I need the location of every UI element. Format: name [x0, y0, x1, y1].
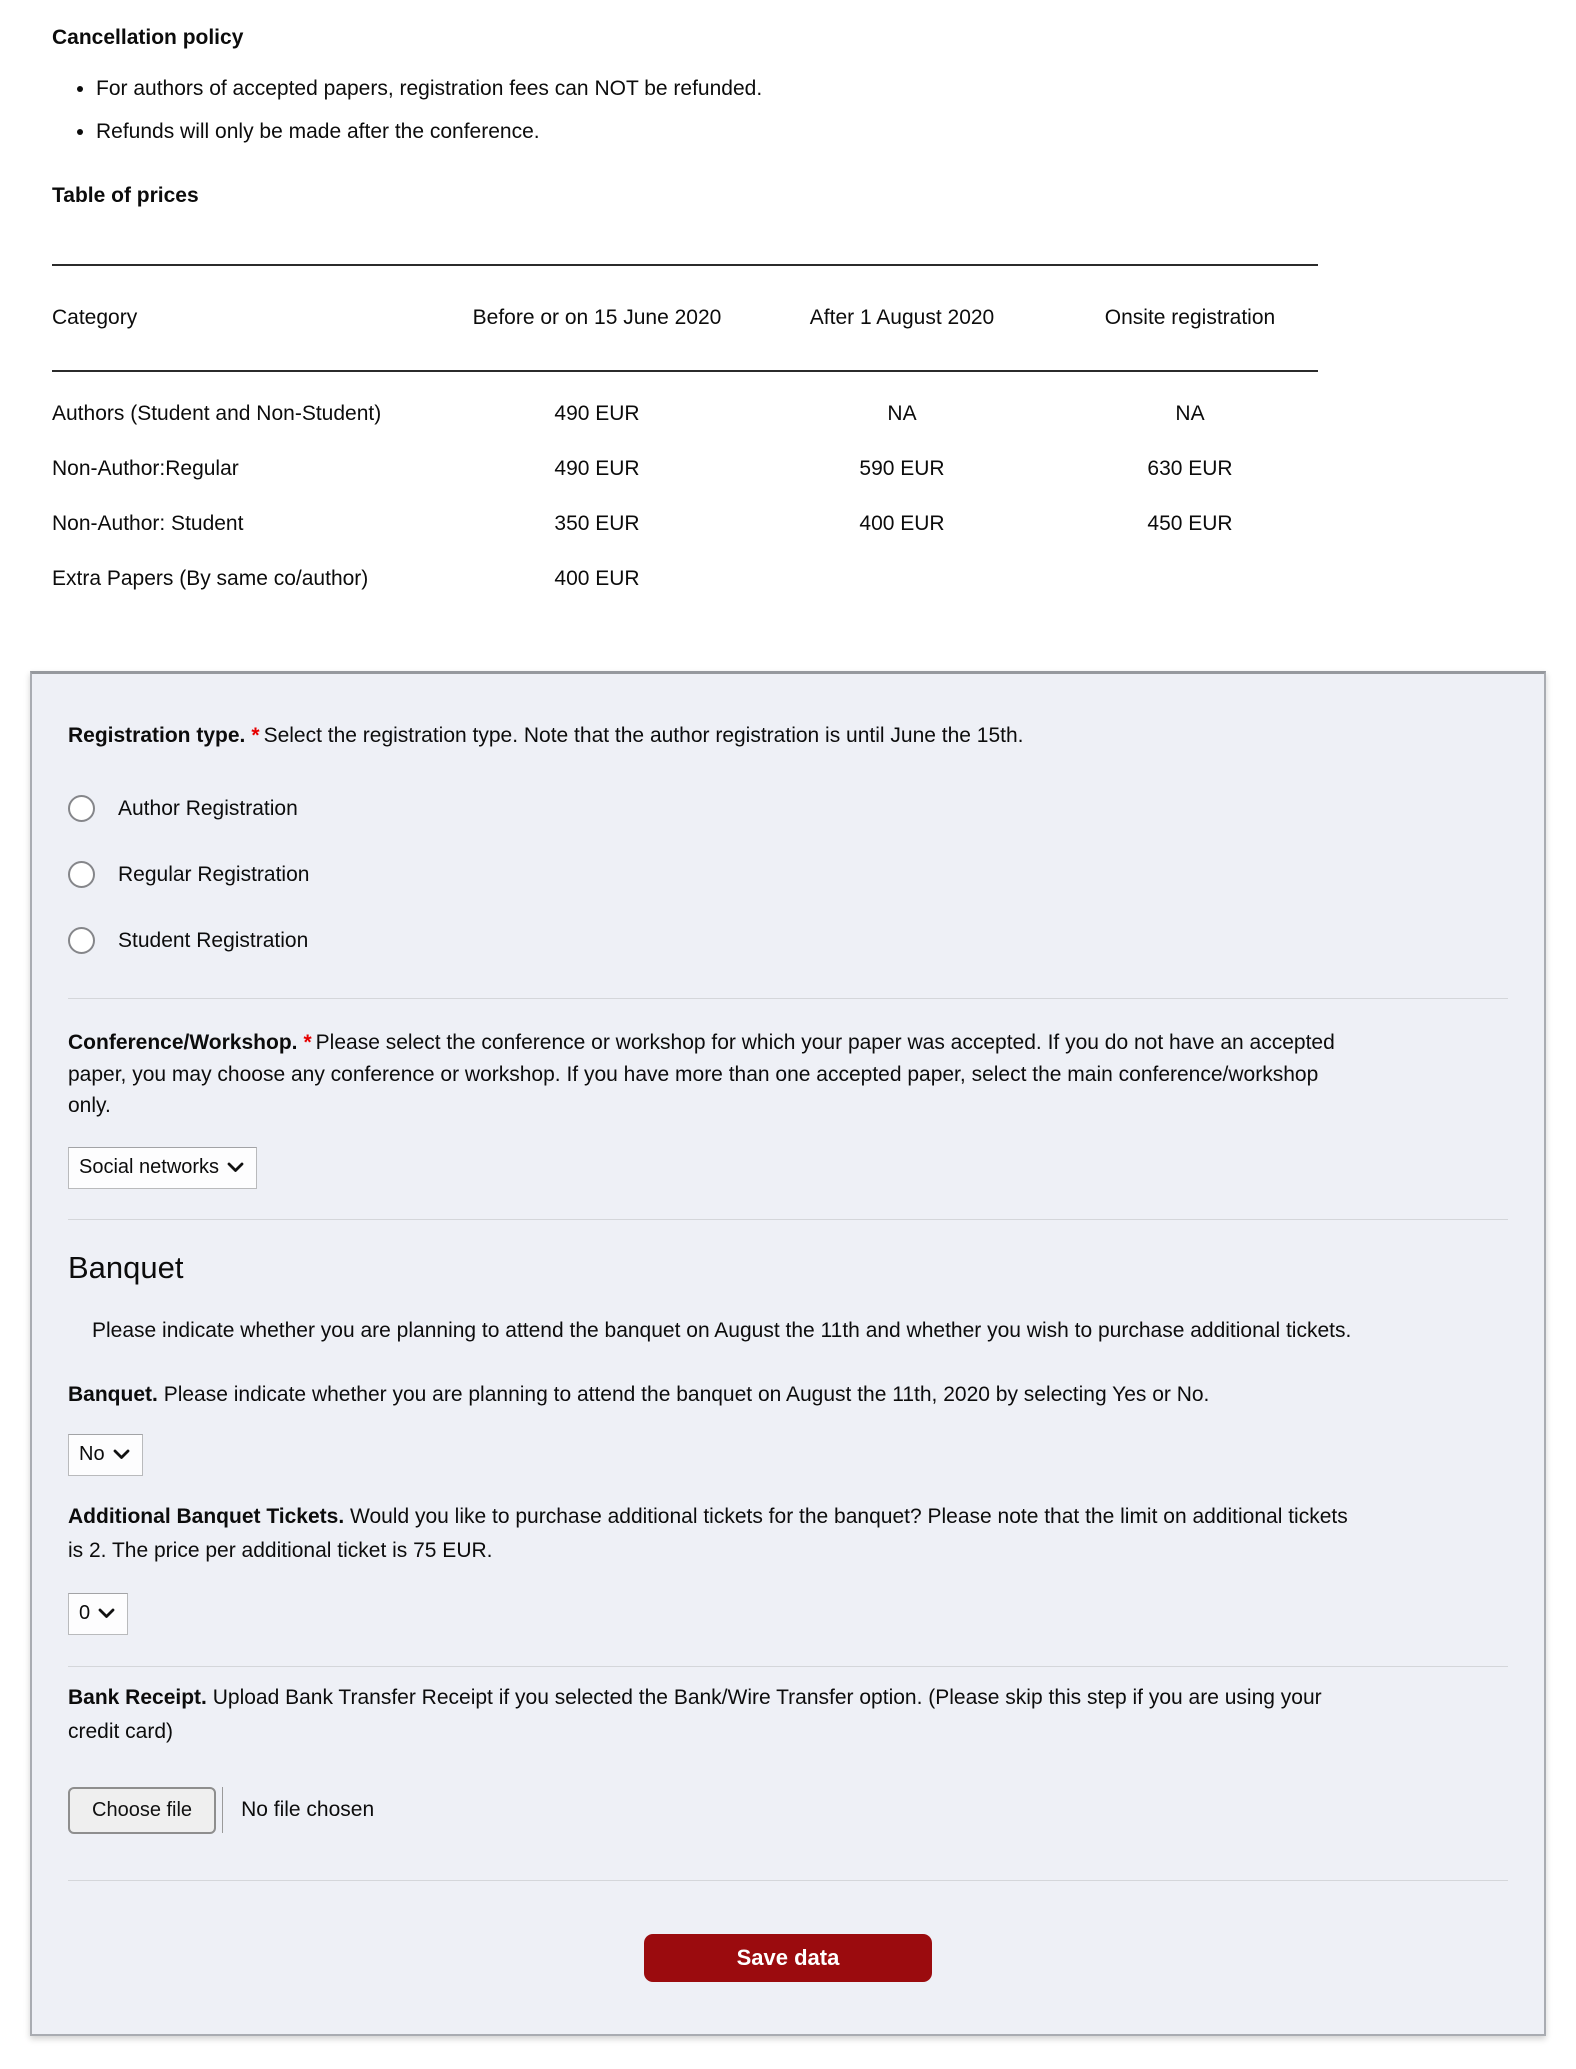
price-cell: 490 EUR [554, 401, 640, 425]
prices-header-row [52, 265, 1318, 371]
table-of-prices-heading: Table of prices [52, 183, 199, 207]
price-cell: 450 EUR [1147, 511, 1233, 535]
price-cell: 400 EUR [554, 566, 640, 590]
registration-type-label [68, 720, 1358, 752]
additional-tickets-select[interactable] [68, 1593, 128, 1635]
price-cell: NA [1175, 401, 1205, 425]
additional-tickets-select-value: 0 [79, 1602, 91, 1625]
additional-tickets-description: Would you like to purchase additional tickets for the banquet? Please note that the limit on additional tickets is 2. The price per additional ticket is 75 EUR. [68, 1504, 1348, 1562]
radio-regular-registration[interactable] [68, 861, 95, 888]
radio-row-regular [68, 861, 1508, 888]
registration-form-panel [30, 671, 1546, 2036]
column-header-after: After 1 August 2020 [742, 265, 1062, 371]
additional-tickets-label [68, 1500, 1358, 1568]
save-data-button[interactable]: Save data [644, 1934, 932, 1982]
policy-and-prices-section [0, 0, 1576, 607]
radio-label-author: Author Registration [118, 796, 298, 820]
banquet-attend-label-bold: Banquet. [68, 1382, 158, 1406]
radio-student-registration[interactable] [68, 927, 95, 954]
section-divider [68, 1219, 1508, 1220]
table-row [52, 497, 1318, 552]
radio-label-student: Student Registration [118, 928, 309, 952]
category-cell: Extra Papers (By same co/author) [52, 566, 369, 590]
price-cell: NA [887, 401, 917, 425]
cancellation-policy-list [52, 74, 1524, 148]
section-divider [68, 1880, 1508, 1881]
banquet-attend-select[interactable] [68, 1434, 143, 1476]
column-header-category: Category [52, 265, 452, 371]
price-cell: 400 EUR [859, 511, 945, 535]
required-asterisk: * [251, 723, 260, 747]
chevron-down-icon [113, 1449, 130, 1460]
column-header-onsite: Onsite registration [1062, 265, 1318, 371]
radio-label-regular: Regular Registration [118, 862, 310, 886]
category-cell: Non-Author: Student [52, 511, 244, 535]
file-upload-control [68, 1787, 1508, 1834]
price-cell: 630 EUR [1147, 456, 1233, 480]
additional-tickets-label-bold: Additional Banquet Tickets. [68, 1504, 345, 1528]
radio-row-author [68, 795, 1508, 822]
bank-receipt-label [68, 1681, 1358, 1749]
banquet-attend-select-value: No [79, 1443, 105, 1466]
chevron-down-icon [227, 1162, 244, 1173]
cancellation-policy-heading: Cancellation policy [52, 26, 244, 49]
price-cell [742, 552, 1062, 607]
banquet-intro: Please indicate whether you are planning to attend the banquet on August the 11th and whether you wish to purchase additional tickets. [92, 1318, 1352, 1342]
radio-author-registration[interactable] [68, 795, 95, 822]
conference-description: Please select the conference or workshop for which your paper was accepted. If you do not have an accepted paper, you may choose any conference or workshop. If you have more than one accepted paper, select the main conference/workshop only. [68, 1031, 1335, 1118]
required-asterisk: * [303, 1031, 312, 1055]
banquet-attend-label [68, 1378, 1358, 1412]
category-cell: Non-Author:Regular [52, 456, 239, 480]
column-header-before: Before or on 15 June 2020 [452, 265, 742, 371]
file-input-separator [222, 1787, 223, 1833]
section-divider [68, 1666, 1508, 1667]
banquet-attend-description: Please indicate whether you are planning to attend the banquet on August the 11th, 2020 by selecting Yes or No. [163, 1382, 1210, 1406]
registration-type-label-bold: Registration type. [68, 723, 246, 747]
price-cell: 350 EUR [554, 511, 640, 535]
price-cell: 490 EUR [554, 456, 640, 480]
conference-label [68, 1027, 1358, 1122]
policy-bullet: • Refunds will only be made after the conference. [96, 117, 1524, 147]
conference-label-bold: Conference/Workshop. [68, 1031, 298, 1055]
price-cell: 590 EUR [859, 456, 945, 480]
bank-receipt-label-bold: Bank Receipt. [68, 1685, 207, 1709]
prices-table [52, 264, 1318, 607]
radio-row-student [68, 927, 1508, 954]
choose-file-button[interactable]: Choose file [68, 1787, 216, 1834]
table-row [52, 552, 1318, 607]
section-divider [68, 998, 1508, 999]
conference-select-value: Social networks [79, 1156, 220, 1179]
category-cell: Authors (Student and Non-Student) [52, 401, 382, 425]
table-row [52, 371, 1318, 442]
registration-type-description: Select the registration type. Note that the author registration is until June the 15th. [263, 723, 1024, 747]
conference-select[interactable] [68, 1147, 257, 1189]
banquet-heading: Banquet [68, 1249, 184, 1285]
policy-bullet: • For authors of accepted papers, registration fees can NOT be refunded. [96, 74, 1524, 104]
conference-section [68, 1027, 1508, 1189]
price-cell [1062, 552, 1318, 607]
table-row [52, 442, 1318, 497]
file-status-text: No file chosen [241, 1798, 375, 1822]
bank-receipt-description: Upload Bank Transfer Receipt if you selected the Bank/Wire Transfer option. (Please skip this step if you are using your credit card) [68, 1685, 1322, 1743]
chevron-down-icon [98, 1608, 115, 1619]
